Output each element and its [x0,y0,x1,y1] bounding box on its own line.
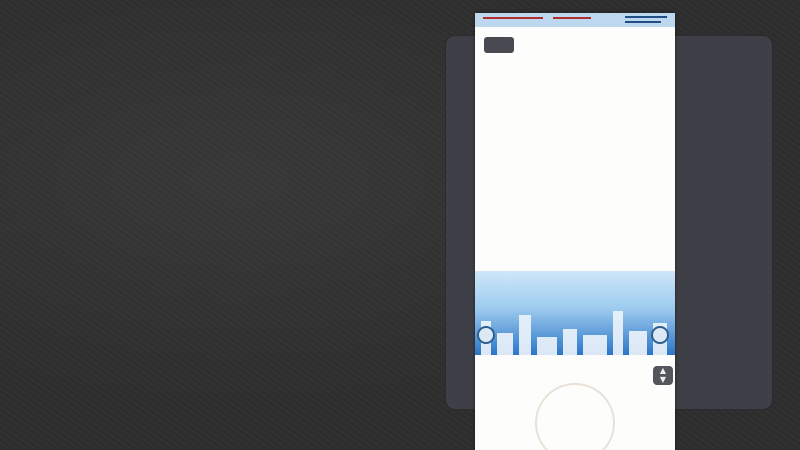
document-page-preview[interactable] [475,13,675,450]
page-header-band [475,13,675,27]
university-seal-icon [477,326,495,344]
scroll-stepper[interactable] [653,366,673,385]
watermark-seal-icon [535,383,615,450]
slide-text-block [80,52,425,72]
page-banner-image [475,271,675,355]
chevron-up-icon[interactable]: ▲ [659,366,667,375]
emblem-icon [651,326,669,344]
chevron-down-icon[interactable]: ▼ [659,375,667,384]
page-counter [484,37,514,53]
